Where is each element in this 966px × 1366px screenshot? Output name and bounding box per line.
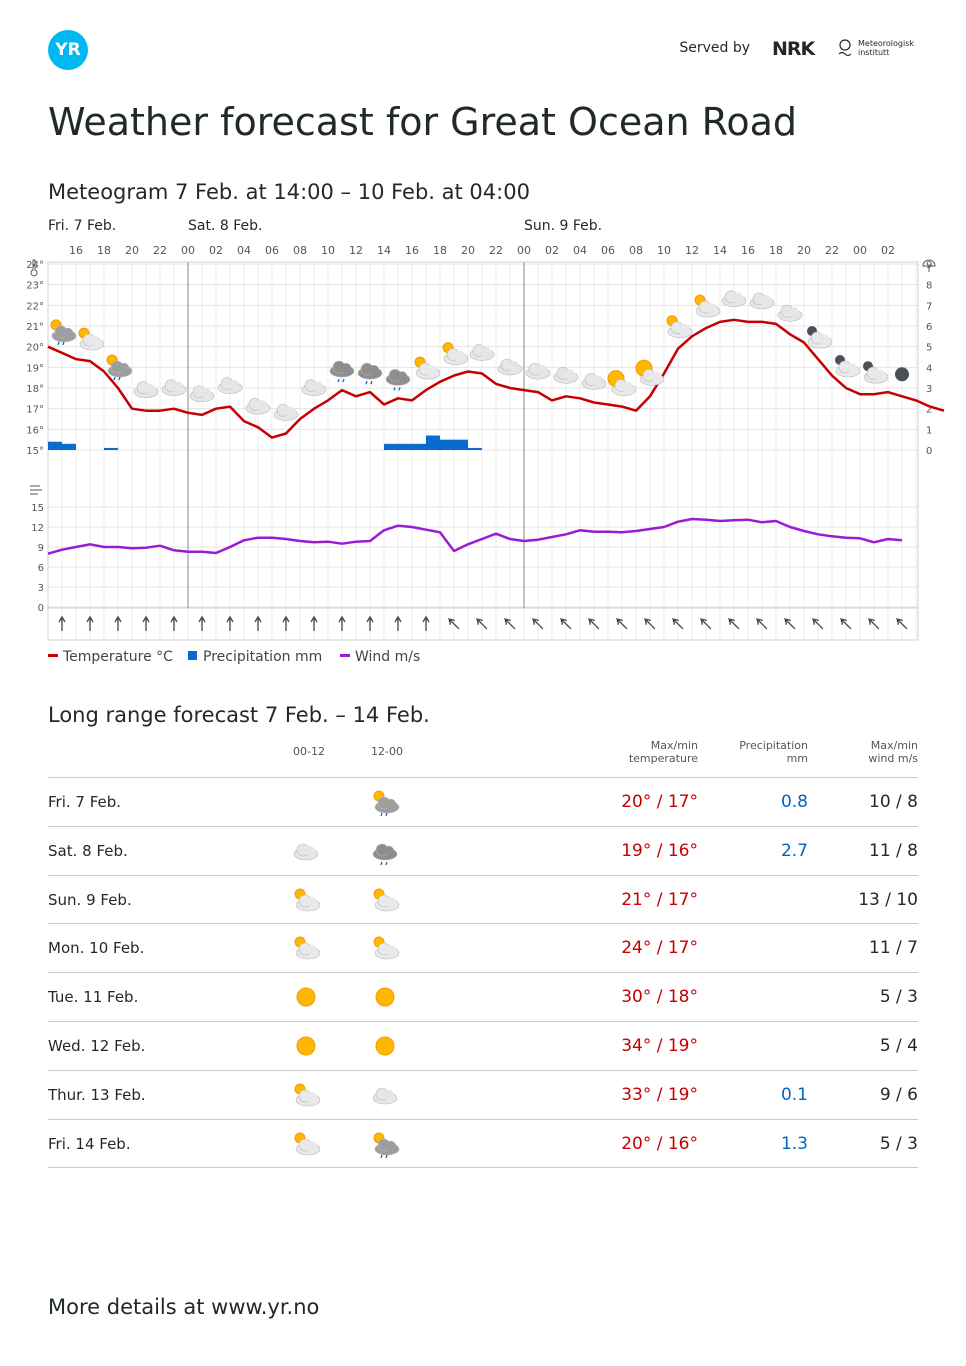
none-icon	[291, 788, 321, 816]
temp-axis-tick: 24°	[26, 260, 44, 271]
forecast-row	[48, 1119, 918, 1168]
hour-tick-label: 02	[209, 244, 223, 257]
max-min-wind: 11 / 7	[869, 938, 918, 959]
col-header-wind-1: Max/min	[870, 739, 918, 752]
wind-arrow-shape	[115, 617, 121, 631]
cloud-part	[91, 336, 101, 346]
temp-axis-tick: 22°	[26, 301, 44, 313]
cloud-part	[427, 365, 437, 375]
cloud-part	[285, 406, 295, 416]
hour-tick-label: 22	[153, 244, 167, 257]
sun-part	[297, 1037, 315, 1055]
cloud-part	[369, 365, 379, 375]
cloud-part	[63, 328, 73, 338]
col-header-wind	[868, 739, 918, 765]
cloud-part	[819, 334, 829, 344]
legend-label: Precipitation mm	[203, 649, 323, 665]
hour-tick-label: 20	[125, 244, 139, 257]
forecast-row	[48, 923, 918, 972]
cloud-part	[307, 1141, 317, 1151]
wind-arrow-shape	[171, 617, 177, 631]
precip-bar	[426, 436, 440, 450]
max-min-temperature: 19° / 16°	[621, 840, 698, 861]
temp-axis-tick: 20°	[26, 342, 44, 354]
max-min-temperature: 24° / 17°	[621, 938, 698, 959]
hour-tick-label: 02	[881, 244, 895, 257]
legend-label: Temperature °C	[63, 649, 173, 665]
cloud-part	[707, 303, 717, 313]
weather-symbol-cloudy-icon	[162, 380, 186, 396]
wind-icon	[30, 486, 42, 494]
icon-00-12	[291, 934, 321, 962]
wind-arrow-icon	[171, 617, 177, 631]
wind-arrow-icon	[199, 617, 205, 631]
day-label: Sun. 9 Feb.	[524, 218, 603, 234]
precip-bar	[412, 444, 426, 450]
yr-logo	[48, 30, 88, 70]
rain-drops	[338, 379, 344, 382]
max-min-temperature: 34° / 19°	[621, 1036, 698, 1056]
cloud-part	[341, 363, 351, 373]
cloud-part	[307, 945, 317, 955]
wind-arrow-shape	[367, 617, 373, 631]
temp-axis-tick: 19°	[26, 363, 44, 375]
cloud-part	[313, 382, 323, 392]
hour-tick-label: 04	[237, 244, 251, 257]
met-institute-logo	[838, 38, 914, 58]
hour-tick-label: 08	[293, 244, 307, 257]
hour-tick-label: 18	[433, 244, 447, 257]
wind-axis-tick: 6	[37, 563, 44, 574]
weather-symbol-cloudy-icon	[274, 404, 298, 420]
wind-arrow-icon	[311, 617, 317, 631]
weather-symbol-cloudy-icon	[498, 359, 522, 375]
precip-bar	[48, 442, 62, 450]
day-label: Thur. 13 Feb.	[48, 1085, 146, 1104]
legend-label: Wind m/s	[355, 649, 421, 665]
wind-arrow-shape	[227, 617, 233, 631]
wind-axis-tick: 3	[37, 583, 44, 594]
meteogram-title: Meteogram 7 Feb. at 14:00 – 10 Feb. at 04:00	[48, 180, 530, 204]
precipitation-value: 0.1	[780, 1084, 808, 1105]
weather-symbol-partlycloudy-icon	[667, 316, 692, 338]
met-logo-icon	[838, 38, 852, 58]
max-min-temperature: 33° / 19°	[621, 1084, 698, 1105]
day-label: Sun. 9 Feb.	[48, 890, 132, 909]
day-label: Fri. 14 Feb.	[48, 1134, 131, 1153]
weather-symbol-night-partlycloudy-icon	[807, 326, 832, 348]
precip-axis-tick: 9	[926, 260, 933, 271]
wind-axis-tick: 15	[31, 503, 44, 514]
met-line-1: Meteorologisk	[858, 39, 915, 48]
col-header-prec-2: mm	[786, 752, 808, 765]
day-label: Fri. 7 Feb.	[48, 793, 122, 811]
forecast-row	[48, 972, 918, 1021]
cloud-part	[789, 307, 799, 317]
legend-swatch	[340, 654, 350, 657]
cloud-part	[257, 400, 267, 410]
weather-symbol-partlycloudy-icon	[79, 328, 104, 350]
col-header-prec	[739, 739, 808, 765]
more-details-link[interactable]: More details at www.yr.no	[48, 1295, 320, 1319]
day-label: Sat. 8 Feb.	[188, 218, 263, 234]
weather-symbol-cloudy-icon	[778, 305, 802, 321]
wind-arrow-shape	[283, 617, 289, 631]
weather-symbol-cloudy-icon	[582, 373, 606, 389]
hour-tick-label: 22	[825, 244, 839, 257]
day-label: Wed. 12 Feb.	[48, 1037, 146, 1055]
cloud-part	[623, 382, 633, 392]
wind-arrow-icon	[87, 617, 93, 631]
precip-axis-tick: 2	[926, 404, 933, 416]
day-label: Tue. 11 Feb.	[48, 988, 139, 1007]
cloud-part	[386, 799, 396, 809]
sun-icon	[291, 1032, 321, 1060]
wind-arrow-icon	[339, 617, 345, 631]
temp-axis-tick: 16°	[26, 425, 44, 437]
icon-12-00	[370, 886, 400, 914]
wind-arrow-shape	[199, 617, 205, 631]
day-label: Mon. 10 Feb.	[48, 939, 145, 958]
weather-symbol-cloudy-icon	[218, 378, 242, 394]
sun-part	[297, 988, 315, 1006]
precip-axis-tick: 4	[926, 363, 933, 375]
precip-axis-tick: 7	[926, 301, 933, 313]
served-by-label: Served by	[679, 40, 750, 56]
precip-axis-tick: 0	[926, 446, 933, 457]
wind-arrow-icon	[115, 617, 121, 631]
partlycloudy-icon	[291, 1081, 321, 1109]
hour-tick-label: 06	[265, 244, 279, 257]
partlycloudy-icon	[291, 886, 321, 914]
forecast-row	[48, 826, 918, 875]
precipitation-value: 1.3	[780, 1133, 808, 1154]
col-header-temp-1: Max/min	[650, 739, 698, 752]
wind-arrow-icon	[255, 617, 261, 631]
precip-axis-tick: 5	[926, 342, 933, 354]
weather-symbol-partlycloudy-icon	[415, 357, 440, 379]
legend-swatch	[188, 651, 197, 660]
col-header-prec-1: Precipitation	[739, 739, 808, 752]
cloud-part	[307, 897, 317, 907]
meteogram-chart	[0, 210, 966, 680]
col-header-temp	[629, 739, 698, 765]
max-min-wind: 10 / 8	[869, 792, 918, 812]
page-title: Weather forecast for Great Ocean Road	[48, 100, 798, 144]
forecast-row	[48, 777, 918, 826]
hour-tick-label: 18	[769, 244, 783, 257]
precip-bar	[104, 448, 118, 450]
partlycloudy-rain-icon	[370, 788, 400, 816]
hour-tick-label: 00	[853, 244, 867, 257]
hour-tick-label: 20	[461, 244, 475, 257]
cloud-part	[173, 382, 183, 392]
wind-arrow-icon	[227, 617, 233, 631]
hour-tick-label: 04	[573, 244, 587, 257]
legend-swatch	[48, 654, 58, 657]
wind-arrow-icon	[143, 617, 149, 631]
temp-axis-tick: 17°	[26, 404, 44, 416]
cloud-part	[761, 295, 771, 305]
cloud-part	[875, 369, 885, 379]
day-label: Fri. 7 Feb.	[48, 218, 117, 234]
cloud-part	[384, 846, 394, 856]
cloud-part	[537, 365, 547, 375]
partlycloudy-icon	[291, 934, 321, 962]
day-label: Sat. 8 Feb.	[48, 841, 128, 860]
weather-symbol-cloudy-icon	[722, 291, 746, 307]
precipitation-value: 0.8	[780, 792, 808, 812]
yr-logo-text: YR	[55, 40, 81, 60]
col-header-wind-2: wind m/s	[868, 752, 918, 765]
weather-symbol-partlycloudy-rain-icon	[51, 320, 76, 345]
max-min-temperature: 30° / 18°	[621, 987, 698, 1008]
max-min-wind: 5 / 4	[879, 1036, 918, 1056]
icon-00-12	[291, 983, 321, 1011]
max-min-temperature: 20° / 17°	[621, 792, 698, 812]
max-min-temperature: 20° / 16°	[621, 1133, 698, 1154]
weather-symbol-cloudy-icon	[526, 363, 550, 379]
hour-tick-label: 18	[97, 244, 111, 257]
temp-axis-tick: 21°	[26, 322, 44, 333]
sun-part	[376, 988, 394, 1006]
cloud-part	[386, 1141, 396, 1151]
hour-tick-label: 06	[601, 244, 615, 257]
partlycloudy-icon	[370, 934, 400, 962]
hour-tick-label: 14	[713, 244, 727, 257]
hour-tick-label: 12	[685, 244, 699, 257]
cloud-part	[386, 897, 396, 907]
rain-drops	[381, 862, 387, 865]
cloud-part	[733, 293, 743, 303]
wind-arrow-shape	[339, 617, 345, 631]
hour-tick-label: 14	[377, 244, 391, 257]
cloud-part	[593, 375, 603, 385]
cloud-part	[386, 945, 396, 955]
wind-axis-tick: 12	[31, 523, 44, 534]
icon-12-00	[370, 1130, 400, 1158]
hour-tick-label: 00	[517, 244, 531, 257]
precip-bar	[62, 444, 76, 450]
icon-00-12	[291, 1032, 321, 1060]
forecast-row	[48, 1021, 918, 1070]
forecast-row	[48, 875, 918, 924]
wind-arrow-shape	[255, 617, 261, 631]
weather-symbol-moon-icon	[895, 367, 909, 381]
cloud-part	[679, 324, 689, 334]
weather-symbol-partlycloudy-icon	[695, 295, 720, 317]
cloud-part	[307, 1092, 317, 1102]
precip-bar	[440, 440, 454, 450]
icon-00-12	[291, 1130, 321, 1158]
weather-symbol-cloudy-icon	[302, 380, 326, 396]
precip-bar	[468, 448, 482, 450]
icon-12-00	[370, 837, 400, 865]
cloud-part	[145, 384, 155, 394]
cloudy-icon	[370, 1081, 400, 1109]
wind-arrow-icon	[283, 617, 289, 631]
long-range-title: Long range forecast 7 Feb. – 14 Feb.	[48, 703, 430, 727]
wind-arrow-icon	[59, 617, 65, 631]
icon-12-00	[370, 1032, 400, 1060]
icon-00-12	[291, 788, 321, 816]
weather-symbol-cloudy-icon	[246, 398, 270, 414]
sun-part	[376, 1037, 394, 1055]
cloud-part	[305, 846, 315, 856]
wind-axis-tick: 9	[37, 543, 44, 554]
wind-arrow-shape	[311, 617, 317, 631]
cloud-part	[565, 369, 575, 379]
rain-icon	[370, 837, 400, 865]
cloud-part	[455, 351, 465, 361]
hour-tick-label: 22	[489, 244, 503, 257]
precip-bar	[384, 444, 398, 450]
cloud-part	[651, 371, 661, 381]
wind-arrow-shape	[59, 617, 65, 631]
col-header-temp-2: temperature	[628, 752, 698, 765]
cloudy-icon	[291, 837, 321, 865]
sun-icon	[291, 983, 321, 1011]
cloud-part	[201, 388, 211, 398]
hour-tick-label: 12	[349, 244, 363, 257]
precip-axis-tick: 3	[926, 384, 933, 395]
icon-00-12	[291, 886, 321, 914]
hour-tick-label: 16	[741, 244, 755, 257]
max-min-wind: 11 / 8	[869, 840, 918, 861]
met-line-2: institutt	[858, 48, 890, 57]
hour-tick-label: 10	[321, 244, 335, 257]
weather-symbol-cloudy-icon	[750, 293, 774, 309]
rain-drops	[381, 1155, 387, 1158]
cloud-part	[847, 363, 857, 373]
wind-arrow-shape	[395, 617, 401, 631]
cloud-part	[229, 380, 239, 390]
hour-tick-label: 16	[69, 244, 83, 257]
weather-symbol-partlycloudy-icon	[443, 343, 468, 365]
partlycloudy-icon	[291, 1130, 321, 1158]
temp-axis-tick: 23°	[26, 280, 44, 292]
wind-axis-tick: 0	[37, 603, 44, 614]
weather-symbol-partlycloudy-rain-icon	[107, 355, 132, 380]
legend	[48, 649, 420, 665]
hour-tick-label: 16	[405, 244, 419, 257]
max-min-temperature: 21° / 17°	[621, 889, 698, 910]
wind-arrow-icon	[367, 617, 373, 631]
icon-00-12	[291, 837, 321, 865]
max-min-wind: 5 / 3	[879, 987, 918, 1008]
max-min-wind: 5 / 3	[879, 1133, 918, 1154]
weather-symbol-cloudy-icon	[554, 367, 578, 383]
weather-symbol-night-partlycloudy-icon	[863, 361, 888, 383]
icon-12-00	[370, 983, 400, 1011]
weather-symbol-partlycloudy-sun-icon	[608, 371, 636, 396]
max-min-wind: 13 / 10	[858, 889, 918, 910]
cloud-part	[397, 371, 407, 381]
wind-arrow-shape	[87, 617, 93, 631]
hour-tick-label: 20	[797, 244, 811, 257]
col-header-12-00: 12-00	[371, 745, 403, 758]
weather-symbol-night-partlycloudy-icon	[835, 355, 860, 377]
rain-drops	[381, 813, 387, 816]
temp-axis-tick: 18°	[26, 384, 44, 395]
sun-icon	[370, 1032, 400, 1060]
icon-12-00	[370, 934, 400, 962]
weather-symbols	[51, 291, 909, 421]
wind-arrow-shape	[143, 617, 149, 631]
icon-12-00	[370, 1081, 400, 1109]
rain-drops	[114, 377, 120, 380]
hour-tick-label: 08	[629, 244, 643, 257]
partlycloudy-rain-icon	[370, 1130, 400, 1158]
forecast-row	[48, 1070, 918, 1119]
moon-part	[895, 367, 909, 381]
cloud-part	[384, 1090, 394, 1100]
weather-symbol-partlycloudy-sun-icon	[636, 360, 664, 385]
wind-arrow-icon	[423, 617, 429, 631]
hour-tick-label: 02	[545, 244, 559, 257]
precip-bar	[398, 444, 412, 450]
weather-symbol-cloudy-icon	[134, 382, 158, 398]
hour-tick-label: 10	[657, 244, 671, 257]
cloud-part	[481, 347, 491, 357]
wind-arrow-shape	[423, 617, 429, 631]
cloud-part	[509, 361, 519, 371]
nrk-logo: NRK	[772, 38, 815, 60]
col-header-00-12: 00-12	[293, 745, 325, 758]
rain-drops	[58, 342, 64, 345]
wind-line	[48, 519, 902, 554]
rain-drops	[366, 381, 372, 384]
precip-axis-tick: 6	[926, 322, 933, 333]
wind-arrows	[59, 617, 909, 631]
hour-tick-label: 00	[181, 244, 195, 257]
partlycloudy-icon	[370, 886, 400, 914]
temp-axis-tick: 15°	[26, 446, 44, 457]
sun-icon	[370, 983, 400, 1011]
icon-12-00	[370, 788, 400, 816]
icon-00-12	[291, 1081, 321, 1109]
table-bottom-border	[48, 1167, 918, 1168]
precip-axis-tick: 1	[926, 425, 933, 437]
precipitation-value: 2.7	[780, 840, 808, 861]
max-min-wind: 9 / 6	[879, 1084, 918, 1105]
cloud-part	[119, 363, 129, 373]
precip-bar	[454, 440, 468, 450]
precip-axis-tick: 8	[926, 280, 933, 292]
wind-arrow-icon	[395, 617, 401, 631]
